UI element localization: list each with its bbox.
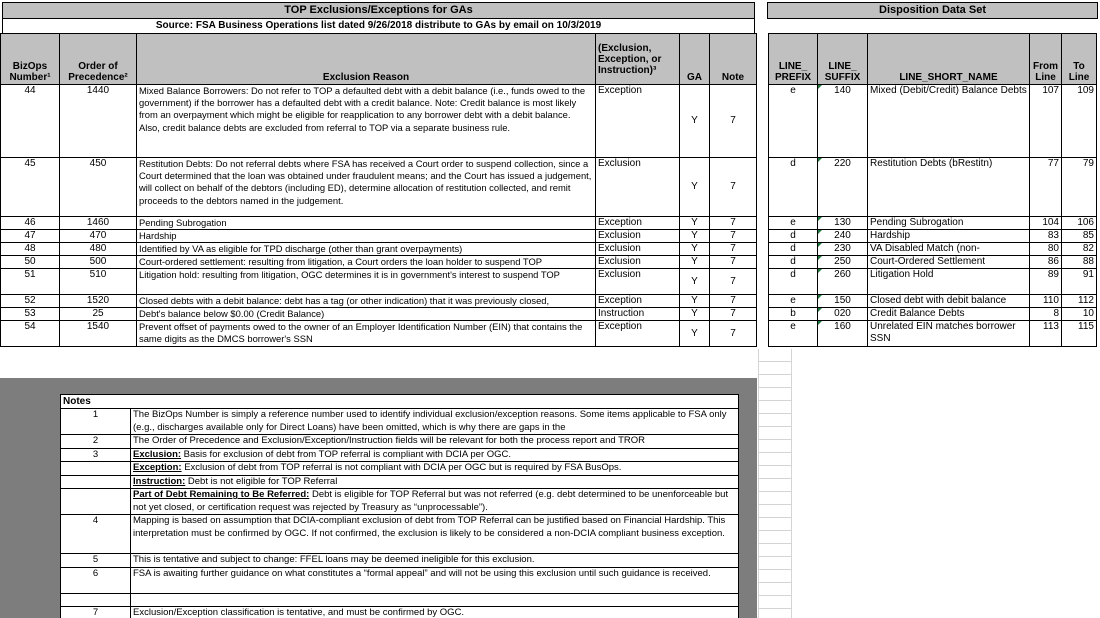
error-indicator-icon xyxy=(818,85,822,89)
note-row xyxy=(61,476,739,490)
error-indicator-icon xyxy=(818,295,822,299)
row-gap xyxy=(757,321,768,347)
note-text-cell[interactable] xyxy=(131,462,739,476)
note-row xyxy=(61,515,739,554)
line-suffix-value: 160 xyxy=(834,321,851,332)
col-header-line-prefix[interactable]: LINE_ PREFIX xyxy=(768,33,818,85)
note-row xyxy=(61,489,739,515)
col-header-line-suffix[interactable]: LINE_ SUFFIX xyxy=(818,33,868,85)
note-number-cell[interactable]: 7 xyxy=(61,607,131,618)
cell-bizops-number[interactable]: 52 xyxy=(0,295,60,308)
cell-exclusion-reason[interactable]: Identified by VA as eligible for TPD discharge (other than grant overpayments) xyxy=(137,243,596,256)
cell-ga[interactable]: Y xyxy=(680,308,710,321)
note-body-text: FSA is awaiting further guidance on what constitutes a “formal appeal” and will not be using this exclusion until such guidance is received. xyxy=(133,567,711,579)
table-body xyxy=(0,85,1097,347)
cell-line-short-name[interactable]: Unrelated EIN matches borrower SSN xyxy=(868,321,1030,347)
cell-line-prefix[interactable]: d xyxy=(768,158,818,217)
col-header-exclusion-type[interactable]: (Exclusion, Exception, or Instruction)³ xyxy=(596,33,680,85)
cell-line-prefix[interactable]: d xyxy=(768,243,818,256)
cell-to-line[interactable]: 10 xyxy=(1062,308,1097,321)
cell-from-line[interactable]: 110 xyxy=(1030,295,1062,308)
cell-exclusion-type[interactable]: Exception xyxy=(596,85,680,158)
cell-to-line[interactable]: 112 xyxy=(1062,295,1097,308)
cell-order-of-precedence[interactable]: 450 xyxy=(60,158,137,217)
cell-exclusion-type[interactable]: Exception xyxy=(596,321,680,347)
cell-order-of-precedence[interactable]: 470 xyxy=(60,230,137,243)
col-header-exclusion-reason[interactable]: Exclusion Reason xyxy=(137,33,596,85)
table-row xyxy=(0,321,1097,347)
line-suffix-value: 140 xyxy=(834,85,851,96)
note-bold-prefix: Part of Debt Remaining to Be Referred: xyxy=(133,489,310,500)
cell-exclusion-reason[interactable]: Mixed Balance Borrowers: Do not refer to TOP a defaulted debt with a debit balance (i.e., funds owed to the government) if the borrower has a defaulted debt with a credit balance. Note: Credit balance is most likely from an overpayment which might be eligible for reapplication to any borrower debt with a debit balance. Also, credit balance debts are excluded from referral to TOP via a separate business rule. xyxy=(137,85,596,158)
cell-line-short-name[interactable]: Restitution Debts (bRestitn) xyxy=(868,158,1030,217)
note-row xyxy=(61,449,739,463)
cell-line-short-name[interactable]: Litigation Hold xyxy=(868,269,1030,295)
cell-line-suffix[interactable] xyxy=(818,295,868,308)
table-gap xyxy=(757,33,768,85)
col-header-bizops-number[interactable]: BizOps Number¹ xyxy=(0,33,60,85)
row-gap xyxy=(757,256,768,269)
right-table-title[interactable]: Disposition Data Set xyxy=(767,2,1098,19)
cell-line-short-name[interactable]: Closed debt with debit balance xyxy=(868,295,1030,308)
error-indicator-icon xyxy=(818,158,822,162)
note-row xyxy=(61,435,739,449)
cell-from-line[interactable]: 107 xyxy=(1030,85,1062,158)
cell-to-line[interactable]: 91 xyxy=(1062,269,1097,295)
note-text-cell[interactable] xyxy=(131,476,739,490)
cell-bizops-number[interactable]: 44 xyxy=(0,85,60,158)
error-indicator-icon xyxy=(818,256,822,260)
row-gap xyxy=(757,243,768,256)
cell-to-line[interactable]: 109 xyxy=(1062,85,1097,158)
note-number-cell[interactable]: 1 xyxy=(61,409,131,435)
cell-exclusion-reason[interactable]: Hardship xyxy=(137,230,596,243)
table-row xyxy=(0,217,1097,230)
cell-line-suffix[interactable] xyxy=(818,230,868,243)
line-suffix-value: 220 xyxy=(834,158,851,169)
cell-bizops-number[interactable]: 53 xyxy=(0,308,60,321)
line-suffix-value: 020 xyxy=(834,308,851,319)
cell-order-of-precedence[interactable]: 1460 xyxy=(60,217,137,230)
note-bold-prefix: Exclusion: xyxy=(133,448,182,460)
row-gap xyxy=(757,217,768,230)
cell-from-line[interactable]: 8 xyxy=(1030,308,1062,321)
cell-exclusion-reason[interactable]: Litigation hold: resulting from litigation, OGC determines it is in government's interest to suspend TOP xyxy=(137,269,596,295)
note-row xyxy=(61,462,739,476)
note-text-cell[interactable] xyxy=(131,489,739,515)
cell-ga[interactable]: Y xyxy=(680,243,710,256)
cell-exclusion-type[interactable]: Exclusion xyxy=(596,256,680,269)
table-row xyxy=(0,256,1097,269)
cell-line-suffix[interactable] xyxy=(818,269,868,295)
cell-note[interactable]: 7 xyxy=(710,321,757,347)
notes-header-row xyxy=(61,395,739,409)
note-text-cell[interactable] xyxy=(131,449,739,463)
col-header-to-line[interactable]: To Line xyxy=(1062,33,1097,85)
note-bold-prefix: Exception: xyxy=(133,462,182,473)
row-gap xyxy=(757,295,768,308)
note-body-text: The BizOps Number is simply a reference number used to identify individual exclusion/exception reasons. Some items applicable to FSA only (e.g., discharges available only for Direct Loans) have been omitted, which is why there are gaps in the xyxy=(133,409,727,433)
row-gap xyxy=(757,269,768,295)
line-suffix-value: 240 xyxy=(834,230,851,241)
cell-to-line[interactable]: 115 xyxy=(1062,321,1097,347)
error-indicator-icon xyxy=(818,243,822,247)
cell-note[interactable]: 7 xyxy=(710,230,757,243)
cell-line-prefix[interactable]: b xyxy=(768,308,818,321)
table-row xyxy=(0,243,1097,256)
cell-exclusion-type[interactable]: Exception xyxy=(596,295,680,308)
left-table-title[interactable]: TOP Exclusions/Exceptions for GAs xyxy=(2,2,755,19)
row-gap xyxy=(757,158,768,217)
cell-note[interactable]: 7 xyxy=(710,85,757,158)
cell-from-line[interactable]: 89 xyxy=(1030,269,1062,295)
cell-exclusion-type[interactable]: Exclusion xyxy=(596,158,680,217)
table-row xyxy=(0,269,1097,295)
note-text-cell[interactable] xyxy=(131,607,739,618)
cell-to-line[interactable]: 85 xyxy=(1062,230,1097,243)
note-body-text: Debt is not eligible for TOP Referral xyxy=(185,475,338,487)
error-indicator-icon xyxy=(818,308,822,312)
note-number-cell[interactable]: 2 xyxy=(61,435,131,449)
cell-line-suffix[interactable] xyxy=(818,256,868,269)
note-number-cell[interactable]: 4 xyxy=(61,515,131,554)
exclusions-table xyxy=(0,33,1097,347)
cell-to-line[interactable]: 79 xyxy=(1062,158,1097,217)
cell-order-of-precedence[interactable]: 480 xyxy=(60,243,137,256)
note-body-text: Exclusion/Exception classification is tentative, and must be confirmed by OGC. xyxy=(133,606,465,618)
note-row xyxy=(61,409,739,435)
cell-bizops-number[interactable]: 50 xyxy=(0,256,60,269)
row-gap xyxy=(757,308,768,321)
cell-ga[interactable]: Y xyxy=(680,217,710,230)
note-number-cell[interactable]: 6 xyxy=(61,568,131,594)
col-header-note[interactable]: Note xyxy=(710,33,757,85)
cell-bizops-number[interactable]: 48 xyxy=(0,243,60,256)
col-header-order-of-precedence[interactable]: Order of Precedence² xyxy=(60,33,137,85)
cell-ga[interactable]: Y xyxy=(680,321,710,347)
cell-bizops-number[interactable]: 46 xyxy=(0,217,60,230)
cell-line-prefix[interactable]: d xyxy=(768,256,818,269)
table-row xyxy=(0,308,1097,321)
cell-order-of-precedence[interactable]: 1520 xyxy=(60,295,137,308)
note-text-cell[interactable] xyxy=(131,515,739,554)
cell-from-line[interactable]: 77 xyxy=(1030,158,1062,217)
cell-ga[interactable]: Y xyxy=(680,85,710,158)
line-suffix-value: 260 xyxy=(834,269,851,280)
cell-to-line[interactable]: 88 xyxy=(1062,256,1097,269)
cell-note[interactable]: 7 xyxy=(710,158,757,217)
cell-order-of-precedence[interactable]: 25 xyxy=(60,308,137,321)
note-row xyxy=(61,607,739,618)
note-text-cell[interactable] xyxy=(131,568,739,594)
cell-to-line[interactable]: 106 xyxy=(1062,217,1097,230)
cell-line-short-name[interactable]: Pending Subrogation xyxy=(868,217,1030,230)
cell-line-short-name[interactable]: Hardship xyxy=(868,230,1030,243)
row-gap xyxy=(757,230,768,243)
note-number-cell[interactable]: 3 xyxy=(61,449,131,463)
note-number-cell[interactable] xyxy=(61,462,131,476)
cell-exclusion-reason[interactable]: Court-ordered settlement: resulting from litigation, a Court orders the loan holder to suspend TOP xyxy=(137,256,596,269)
cell-exclusion-type[interactable]: Exclusion xyxy=(596,269,680,295)
note-row xyxy=(61,554,739,568)
cell-line-prefix[interactable]: e xyxy=(768,321,818,347)
error-indicator-icon xyxy=(818,230,822,234)
note-row xyxy=(61,568,739,594)
cell-line-suffix[interactable] xyxy=(818,85,868,158)
note-bold-prefix: Instruction: xyxy=(133,475,186,487)
cell-note[interactable]: 7 xyxy=(710,256,757,269)
cell-from-line[interactable]: 83 xyxy=(1030,230,1062,243)
note-number-cell[interactable]: 5 xyxy=(61,554,131,568)
cell-line-prefix[interactable]: e xyxy=(768,295,818,308)
cell-line-short-name[interactable]: VA Disabled Match (non- xyxy=(868,243,1030,256)
cell-line-suffix[interactable] xyxy=(818,308,868,321)
cell-line-suffix[interactable] xyxy=(818,158,868,217)
row-gap xyxy=(757,85,768,158)
note-body-text: Exclusion of debt from TOP referral is not compliant with DCIA per OGC but is required by FSA BusOps. xyxy=(181,462,622,473)
note-text-cell[interactable] xyxy=(131,409,739,435)
error-indicator-icon xyxy=(818,269,822,273)
col-header-from-line[interactable]: From Line xyxy=(1030,33,1062,85)
note-number-cell[interactable] xyxy=(61,489,131,515)
col-header-line-short-name[interactable]: LINE_SHORT_NAME xyxy=(868,33,1030,85)
cell-note[interactable]: 7 xyxy=(710,295,757,308)
cell-ga[interactable]: Y xyxy=(680,269,710,295)
table-row xyxy=(0,295,1097,308)
note-text-cell[interactable] xyxy=(131,435,739,449)
cell-from-line[interactable]: 86 xyxy=(1030,256,1062,269)
table-row xyxy=(0,230,1097,243)
cell-from-line[interactable]: 104 xyxy=(1030,217,1062,230)
cell-exclusion-type[interactable]: Exception xyxy=(596,217,680,230)
cell-order-of-precedence[interactable]: 1540 xyxy=(60,321,137,347)
source-row[interactable]: Source: FSA Business Operations list dated 9/26/2018 distribute to GAs by email on 10/3/2019 xyxy=(2,18,755,34)
cell-line-prefix[interactable]: d xyxy=(768,269,818,295)
cell-exclusion-reason[interactable]: Pending Subrogation xyxy=(137,217,596,230)
empty-gridlines-column xyxy=(758,349,792,618)
cell-line-prefix[interactable]: e xyxy=(768,85,818,158)
note-body-text: This is tentative and subject to change: FFEL loans may be deemed ineligible for this exclusion. xyxy=(133,554,535,565)
cell-exclusion-reason[interactable]: Closed debts with a debit balance: debt has a tag (or other indication) that it was previously closed, xyxy=(137,295,596,308)
cell-exclusion-type[interactable]: Instruction xyxy=(596,308,680,321)
cell-line-suffix[interactable] xyxy=(818,217,868,230)
cell-note[interactable]: 7 xyxy=(710,217,757,230)
cell-line-short-name[interactable]: Credit Balance Debts xyxy=(868,308,1030,321)
note-body-text: Debt is eligible for TOP Referral but was not referred (e.g. debt determined to be unenforceable but not yet closed, or certification request was rejected by Treasury as “unprocessable”). xyxy=(133,489,729,513)
line-suffix-value: 150 xyxy=(834,295,851,306)
cell-ga[interactable]: Y xyxy=(680,230,710,243)
cell-note[interactable]: 7 xyxy=(710,308,757,321)
cell-line-suffix[interactable] xyxy=(818,321,868,347)
cell-order-of-precedence[interactable]: 510 xyxy=(60,269,137,295)
line-suffix-value: 230 xyxy=(834,243,851,254)
note-text-cell[interactable] xyxy=(131,594,739,607)
cell-order-of-precedence[interactable]: 500 xyxy=(60,256,137,269)
cell-note[interactable]: 7 xyxy=(710,269,757,295)
note-text-cell[interactable] xyxy=(131,554,739,568)
cell-note[interactable]: 7 xyxy=(710,243,757,256)
cell-line-prefix[interactable]: d xyxy=(768,230,818,243)
error-indicator-icon xyxy=(818,321,822,325)
cell-order-of-precedence[interactable]: 1440 xyxy=(60,85,137,158)
notes-table xyxy=(60,394,739,618)
note-body-text: The Order of Precedence and Exclusion/Exception/Instruction fields will be relevant for both the process report and TROR xyxy=(133,435,646,446)
cell-exclusion-reason[interactable]: Prevent offset of payments owed to the owner of an Employer Identification Number (EIN) that contains the same digits as the DMCS borrower's SSN xyxy=(137,321,596,347)
cell-exclusion-reason[interactable]: Restitution Debts: Do not referral debts where FSA has received a Court order to suspend collection, since a Court determined that the loan was obtained under fraudulent means; and the Court has issued a judgement, will collect on behalf of the debtors (including ED), determine allocation of restitution collected, and remit proceeds to the debtors named in the judgement. xyxy=(137,158,596,217)
note-body-text: Basis for exclusion of debt from TOP referral is compliant with DCIA per OGC. xyxy=(181,448,512,460)
notes-header[interactable]: Notes xyxy=(61,395,739,409)
note-number-cell[interactable] xyxy=(61,476,131,490)
cell-bizops-number[interactable]: 45 xyxy=(0,158,60,217)
cell-ga[interactable]: Y xyxy=(680,295,710,308)
note-number-cell[interactable] xyxy=(61,594,131,607)
cell-ga[interactable]: Y xyxy=(680,158,710,217)
error-indicator-icon xyxy=(818,217,822,221)
cell-from-line[interactable]: 113 xyxy=(1030,321,1062,347)
cell-bizops-number[interactable]: 54 xyxy=(0,321,60,347)
cell-line-suffix[interactable] xyxy=(818,243,868,256)
cell-exclusion-reason[interactable]: Debt's balance below $0.00 (Credit Balance) xyxy=(137,308,596,321)
cell-exclusion-type[interactable]: Exclusion xyxy=(596,230,680,243)
header-row xyxy=(0,33,1097,85)
table-row xyxy=(0,85,1097,158)
col-header-ga[interactable]: GA xyxy=(680,33,710,85)
line-suffix-value: 250 xyxy=(834,256,851,267)
cell-to-line[interactable]: 82 xyxy=(1062,243,1097,256)
table-row xyxy=(0,158,1097,217)
cell-ga[interactable]: Y xyxy=(680,256,710,269)
cell-from-line[interactable]: 80 xyxy=(1030,243,1062,256)
note-row xyxy=(61,594,739,607)
cell-line-prefix[interactable]: e xyxy=(768,217,818,230)
line-suffix-value: 130 xyxy=(834,217,851,228)
cell-line-short-name[interactable]: Mixed (Debit/Credit) Balance Debts xyxy=(868,85,1030,158)
cell-line-short-name[interactable]: Court-Ordered Settlement xyxy=(868,256,1030,269)
cell-exclusion-type[interactable]: Exclusion xyxy=(596,243,680,256)
cell-bizops-number[interactable]: 51 xyxy=(0,269,60,295)
note-body-text: Mapping is based on assumption that DCIA-compliant exclusion of debt from TOP Referral can be justified based on Financial Hardship. This interpretation must be confirmed by OGC. If not confirmed, the exclusion is likely to be considered a non-DCIA compliant business exception. xyxy=(133,515,726,539)
cell-bizops-number[interactable]: 47 xyxy=(0,230,60,243)
